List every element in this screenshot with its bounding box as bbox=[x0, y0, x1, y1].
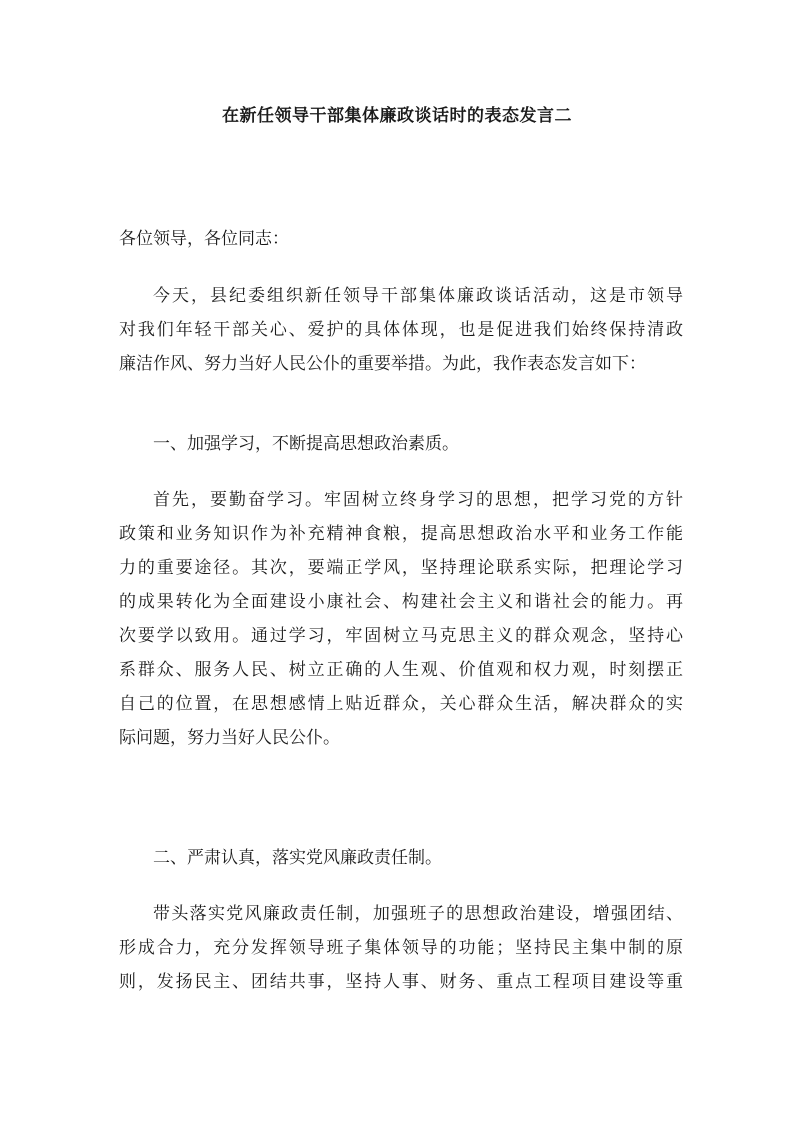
paragraph-study bbox=[119, 483, 683, 755]
paragraph-line: 形成合力，充分发挥领导班子集体领导的功能；坚持民主集中制的原 bbox=[119, 938, 683, 958]
paragraph-intro bbox=[119, 279, 683, 381]
paragraph-line: 次要学以致用。通过学习，牢固树立马克思主义的群众观念，坚持心 bbox=[119, 626, 683, 646]
section-heading-1 bbox=[119, 427, 683, 461]
paragraph-line: 自己的位置，在思想感情上贴近群众，关心群众生活，解决群众的实 bbox=[119, 694, 683, 714]
paragraph-line: 首先，要勤奋学习。牢固树立终身学习的思想，把学习党的方针 bbox=[153, 490, 683, 510]
paragraph-line: 力的重要途径。其次，要端正学风，坚持理论联系实际，把理论学习 bbox=[119, 558, 683, 578]
section-heading-text: 二、严肃认真，落实党风廉政责任制。 bbox=[153, 848, 442, 868]
section-heading-text: 一、加强学习，不断提高思想政治素质。 bbox=[153, 434, 459, 454]
paragraph-line: 际问题，努力当好人民公仆。 bbox=[119, 728, 340, 748]
salutation bbox=[119, 222, 683, 256]
paragraph-responsibility bbox=[119, 897, 683, 999]
paragraph-line: 廉洁作风、努力当好人民公仆的重要举措。为此，我作表态发言如下： bbox=[119, 354, 646, 374]
salutation-text: 各位领导，各位同志： bbox=[119, 229, 289, 249]
document-title: 在新任领导干部集体廉政谈话时的表态发言二 bbox=[222, 106, 572, 126]
section-heading-2 bbox=[119, 841, 683, 875]
paragraph-line: 的成果转化为全面建设小康社会、构建社会主义和谐社会的能力。再 bbox=[119, 592, 683, 612]
paragraph-line: 今天，县纪委组织新任领导干部集体廉政谈话活动，这是市领导 bbox=[153, 286, 683, 306]
paragraph-line: 系群众、服务人民、树立正确的人生观、价值观和权力观，时刻摆正 bbox=[119, 660, 683, 680]
paragraph-line: 政策和业务知识作为补充精神食粮，提高思想政治水平和业务工作能 bbox=[119, 524, 683, 544]
paragraph-line: 则，发扬民主、团结共事，坚持人事、财务、重点工程项目建设等重 bbox=[119, 972, 683, 992]
paragraph-line: 对我们年轻干部关心、爱护的具体体现，也是促进我们始终保持清政 bbox=[119, 320, 683, 340]
paragraph-line: 带头落实党风廉政责任制，加强班子的思想政治建设，增强团结、 bbox=[153, 904, 683, 924]
